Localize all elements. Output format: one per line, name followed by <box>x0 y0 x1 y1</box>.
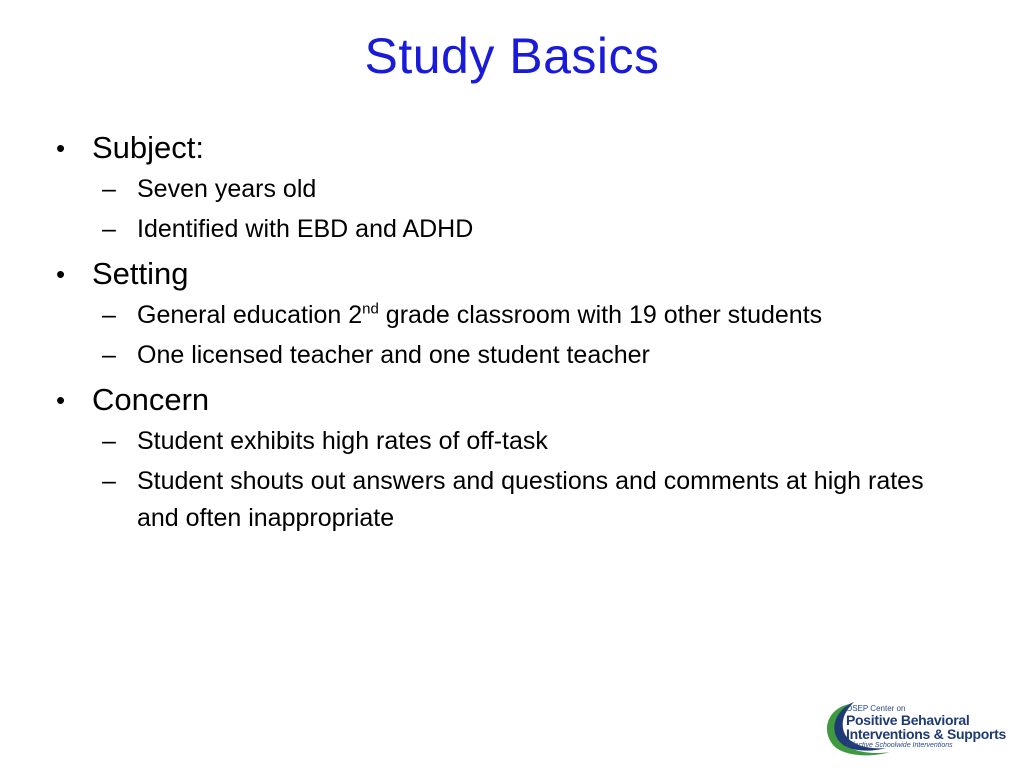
text-part: General education 2 <box>137 301 363 329</box>
text-part: grade classroom with 19 other students <box>378 301 823 329</box>
dash-icon: – <box>102 341 116 369</box>
sub-bullet <box>56 297 956 334</box>
sub-bullet-text: One licensed teacher and one student teacher <box>137 341 650 369</box>
bullet-icon: • <box>56 259 66 289</box>
bullet-heading: Setting <box>92 256 189 291</box>
sub-bullet <box>56 211 956 248</box>
slide-content <box>56 122 956 537</box>
bullet-concern <box>56 380 956 420</box>
dash-icon: – <box>102 467 116 495</box>
logo-line1: OSEP Center on <box>846 704 906 713</box>
sub-bullet <box>56 423 956 460</box>
sub-bullet-text: Identified with EBD and ADHD <box>137 215 474 243</box>
sub-bullet <box>56 171 956 208</box>
sub-bullet-text: Student shouts out answers and questions and comments at high rates and often inappropriate <box>137 467 924 532</box>
slide-title: Study Basics <box>364 28 660 84</box>
logo-line3: Interventions & Supports <box>846 726 1007 742</box>
logo-line4: Effective Schoolwide Interventions <box>846 742 953 749</box>
sub-bullet <box>56 463 956 537</box>
sub-bullet-text: Seven years old <box>137 175 317 203</box>
bullet-heading: Concern <box>92 382 210 417</box>
logo-line2: Positive Behavioral <box>846 712 970 728</box>
superscript: nd <box>362 300 379 318</box>
bullet-heading: Subject: <box>92 130 205 165</box>
dash-icon: – <box>102 215 116 243</box>
pbis-logo <box>820 698 1020 760</box>
bullet-subject <box>56 128 956 168</box>
dash-icon: – <box>102 175 116 203</box>
dash-icon: – <box>102 427 116 455</box>
sub-bullet-text: Student exhibits high rates of off-task <box>137 427 548 455</box>
sub-bullet-text <box>137 301 822 329</box>
sub-bullet <box>56 337 956 374</box>
bullet-setting <box>56 254 956 294</box>
dash-icon: – <box>102 301 116 329</box>
bullet-icon: • <box>56 385 66 415</box>
bullet-icon: • <box>56 133 66 163</box>
logo-text <box>846 704 1006 750</box>
